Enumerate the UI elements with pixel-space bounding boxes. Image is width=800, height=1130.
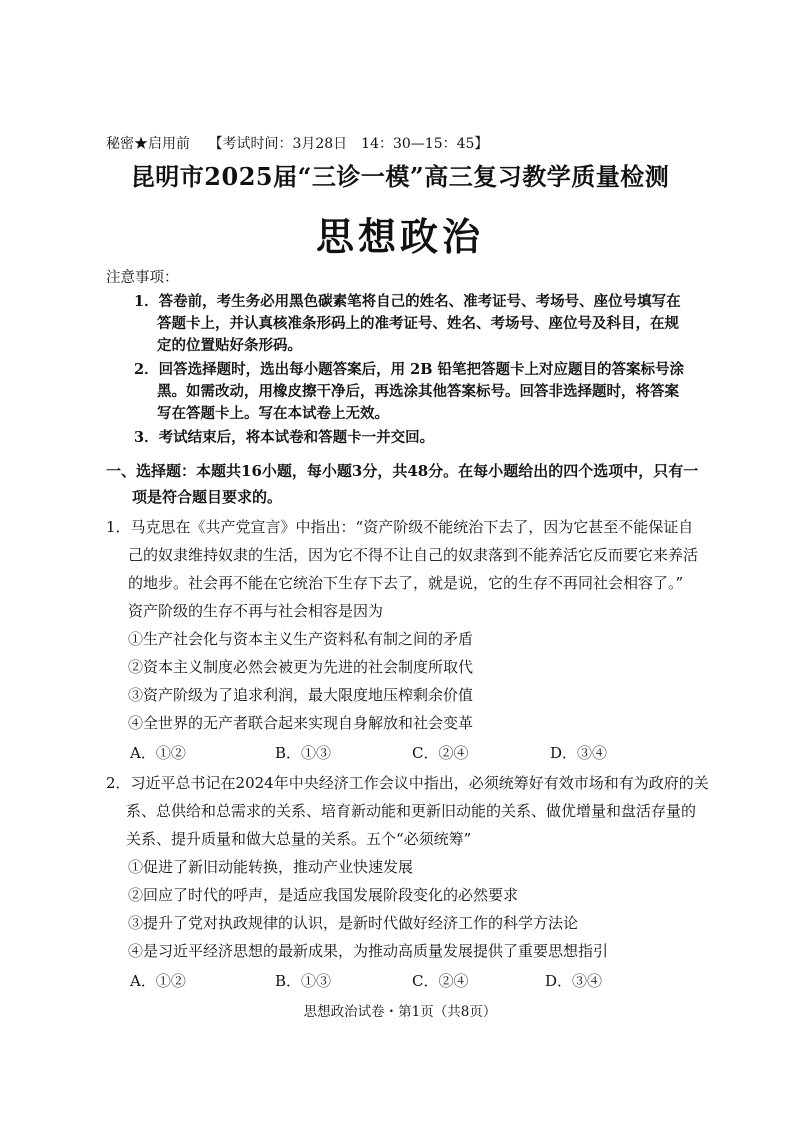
subject-title: 思想政治 (315, 214, 484, 259)
q1-option-b[interactable]: B．①③ (275, 744, 332, 762)
q2-statement: ①促进了新旧动能转换，推动产业快速发展 (128, 858, 414, 876)
q2-option-d[interactable]: D．③④ (545, 972, 603, 990)
notice-line: 黑。如需改动，用橡皮擦干净后，再选涂其他答案标号。回答非选择题时，将答案 (157, 383, 679, 400)
page-footer: 思想政治试卷・第1页（共8页） (303, 1004, 497, 1020)
notice-line: 定的位置贴好条形码。 (157, 337, 302, 354)
q1-option-a[interactable]: A．①② (130, 744, 186, 762)
q1-option-d[interactable]: D．③④ (550, 744, 608, 762)
q2-option-c[interactable]: C．②④ (412, 972, 469, 990)
q1-statement: ②资本主义制度必然会被更为先进的社会制度所取代 (128, 658, 474, 676)
secret-label: 秘密★启用前 (106, 136, 190, 152)
notice-line: 写在答题卡上。写在本试卷上无效。 (157, 405, 389, 422)
section-heading: 一、选择题：本题共16小题，每小题3分，共48分。在每小题给出的四个选项中，只有一 (106, 462, 699, 480)
notice-line: 答题卡上，并认真核准条形码上的准考证号、姓名、考场号、座位号及科目，在规 (157, 315, 679, 332)
q2-option-b[interactable]: B．①③ (275, 972, 332, 990)
q1-stem-line: 的地步。社会再不能在它统治下生存下去了，就是说，它的生存不再同社会相容了。” (128, 574, 684, 592)
q2-option-a[interactable]: A．①② (130, 972, 186, 990)
q2-statement: ④是习近平经济思想的最新成果，为推动高质量发展提供了重要思想指引 (128, 942, 609, 960)
q1-statement: ④全世界的无产者联合起来实现自身解放和社会变革 (128, 714, 474, 732)
notice-line: 3．考试结束后，将本试卷和答题卡一并交回。 (134, 429, 435, 446)
exam-title: 昆明市2025届“三诊一模”高三复习教学质量检测 (130, 162, 670, 191)
section-heading: 项是符合题目要求的。 (132, 488, 283, 506)
q2-stem-line: 系、总供给和总需求的关系、培育新动能和更新旧动能的关系、做优增量和盘活存量的 (126, 802, 697, 820)
exam-time: 【考试时间：3月28日 14：30—15：45】 (208, 136, 489, 152)
q2-statement: ②回应了时代的呼声，是适应我国发展阶段变化的必然要求 (128, 886, 519, 904)
notice-line: 1．答卷前，考生务必用黑色碳素笔将自己的姓名、准考证号、考场号、座位号填写在 (134, 293, 681, 310)
q2-stem-line: 2．习近平总书记在2024年中央经济工作会议中指出，必须统筹好有效市场和有为政府的关 (106, 774, 709, 792)
q1-stem-line: 己的奴隶维持奴隶的生活，因为它不得不让自己的奴隶落到不能养活它反而要它来养活 (128, 546, 699, 564)
header-line (106, 133, 488, 153)
q1-stem-line: 1．马克思在《共产党宣言》中指出：“资产阶级不能统治下去了，因为它甚至不能保证自 (106, 518, 694, 536)
q2-stem-line: 关系、提升质量和做大总量的关系。五个“必须统筹” (126, 830, 472, 848)
q1-statement: ①生产社会化与资本主义生产资料私有制之间的矛盾 (128, 630, 474, 648)
notice-line: 2．回答选择题时，选出每小题答案后，用 2B 铅笔把答题卡上对应题目的答案标号涂 (134, 361, 685, 378)
q1-statement: ③资产阶级为了追求利润，最大限度地压榨剩余价值 (128, 686, 474, 704)
q1-option-c[interactable]: C．②④ (412, 744, 469, 762)
notice-heading: 注意事项： (106, 270, 179, 286)
q1-stem-line: 资产阶级的生存不再与社会相容是因为 (128, 602, 384, 620)
q2-statement: ③提升了党对执政规律的认识，是新时代做好经济工作的科学方法论 (128, 914, 579, 932)
